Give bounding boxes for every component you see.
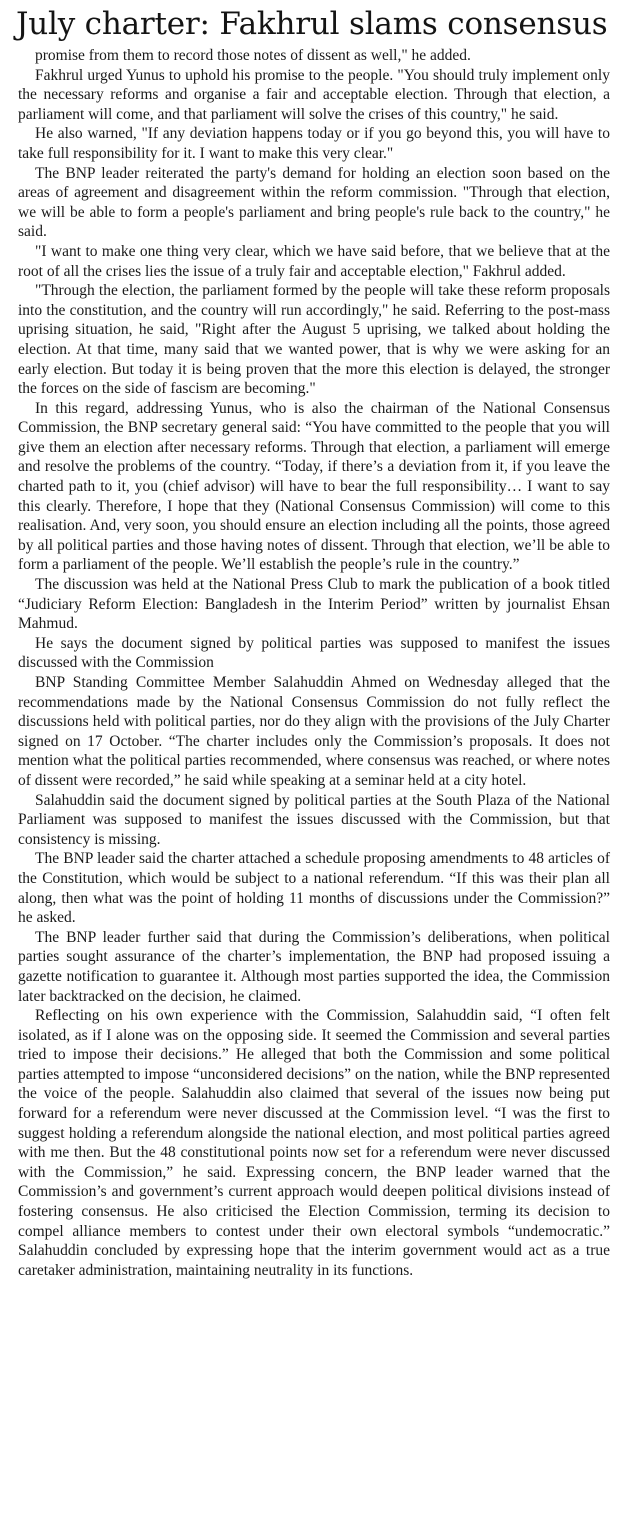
- paragraph: promise from them to record those notes of dissent as well," he added.: [35, 47, 471, 64]
- paragraph: The BNP leader further said that during the Commission’s deliberations, when political parties sought assurance of the charter’s implementation, the BNP had proposed issuing a gazette notification to guarantee it. Although most parties supported the idea, the Commission later backtracked on the decision, he claimed.: [18, 928, 610, 1005]
- paragraph: Reflecting on his own experience with the Commission, Salahuddin said, “I often felt isolated, as if I alone was on the opposing side. It seemed the Commission and several parties tried to impose their decisions.” He alleged that both the Commission and some political parties attempted to impose “unconsidered decisions” on the nation, while the BNP represented the voice of the people. Salahuddin also claimed that several of the issues now being put forward for a referendum were never discussed at the Commission level. “I was the first to suggest holding a referendum alongside the national election, and most political parties agreed with me then. But the 48 constitutional points now set for a referendum were never discussed with the Commission,” he said. Expressing concern, the BNP leader warned that the Commission’s and government’s current approach would deepen political divisions instead of fostering consensus. He also criticised the Election Commission, terming its decision to compel alliance members to contest under their own electoral symbols “undemocratic.” Salahuddin concluded by expressing hope that the interim government would act as a true caretaker administration, maintaining neutrality in its functions.: [18, 1007, 610, 1279]
- paragraph: In this regard, addressing Yunus, who is also the chairman of the National Consensus Commission, the BNP secretary general said: “You have committed to the people that you will give them an election after necessary reforms. Through that election, a parliament will emerge and resolve the problems of the country. “Today, if there’s a deviation from it, if you leave the charted path to it, you (chief advisor) will have to bear the full responsibility… I want to say this clearly. Therefore, I hope that they (National Consensus Commission) will come to this realisation. And, very soon, you should ensure an election including all the points, those agreed by all political parties and those having notes of dissent. Through that election, we’ll be able to form a parliament of the people. We’ll establish the people’s rule in the country.”: [18, 399, 610, 574]
- paragraph: "I want to make one thing very clear, which we have said before, that we believe that at the root of all the crises lies the issue of a truly fair and acceptable election," Fakhrul added.: [18, 242, 610, 280]
- paragraph: Salahuddin said the document signed by political parties at the South Plaza of the National Parliament was supposed to manifest the issues discussed with the Commission, but that consistency is missing.: [18, 791, 610, 848]
- paragraph: Fakhrul urged Yunus to uphold his promise to the people. "You should truly implement only the necessary reforms and organise a fair and acceptable election. Through that election, a parliament will come, and that parliament will solve the crises of this country," he said.: [18, 66, 610, 123]
- article-body: [18, 46, 610, 1280]
- paragraph: The BNP leader said the charter attached a schedule proposing amendments to 48 articles of the Constitution, which would be subject to a national referendum. “If this was their plan all along, then what was the point of holding 11 months of discussions under the Commission?” he asked.: [18, 850, 610, 927]
- paragraph: The discussion was held at the National Press Club to mark the publication of a book titled “Judiciary Reform Election: Bangladesh in the Interim Period” written by journalist Ehsan Mahmud.: [18, 576, 610, 633]
- paragraph: He also warned, "If any deviation happens today or if you go beyond this, you will have to take full responsibility for it. I want to make this very clear.": [18, 125, 610, 162]
- article-headline: July charter: Fakhrul slams consensus: [16, 6, 608, 42]
- paragraph: "Through the election, the parliament formed by the people will take these reform proposals into the constitution, and the country will run accordingly," he said. Referring to the post-mass uprising situation, he said, "Right after the August 5 uprising, we talked about holding the election. At that time, many said that we wanted power, that is why we were asking for an early election. But today it is being proven that the more this election is delayed, the stronger the forces on the side of fascism are becoming.": [18, 282, 610, 398]
- paragraph: The BNP leader reiterated the party's demand for holding an election soon based on the areas of agreement and disagreement within the reform commission. "Through that election, we will be able to form a people's parliament and bring people's rule back to the country," he said.: [18, 164, 610, 241]
- paragraph: BNP Standing Committee Member Salahuddin Ahmed on Wednesday alleged that the recommendations made by the National Consensus Commission do not fully reflect the discussions held with political parties, nor do they align with the provisions of the July Charter signed on 17 October. “The charter includes only the Commission’s proposals. It does not mention what the political parties recommended, where consensus was reached, or where notes of dissent were recorded,” he said while speaking at a seminar held at a city hotel.: [18, 674, 610, 789]
- subheading: He says the document signed by political parties was supposed to manifest the issues discussed with the Commission: [18, 634, 610, 672]
